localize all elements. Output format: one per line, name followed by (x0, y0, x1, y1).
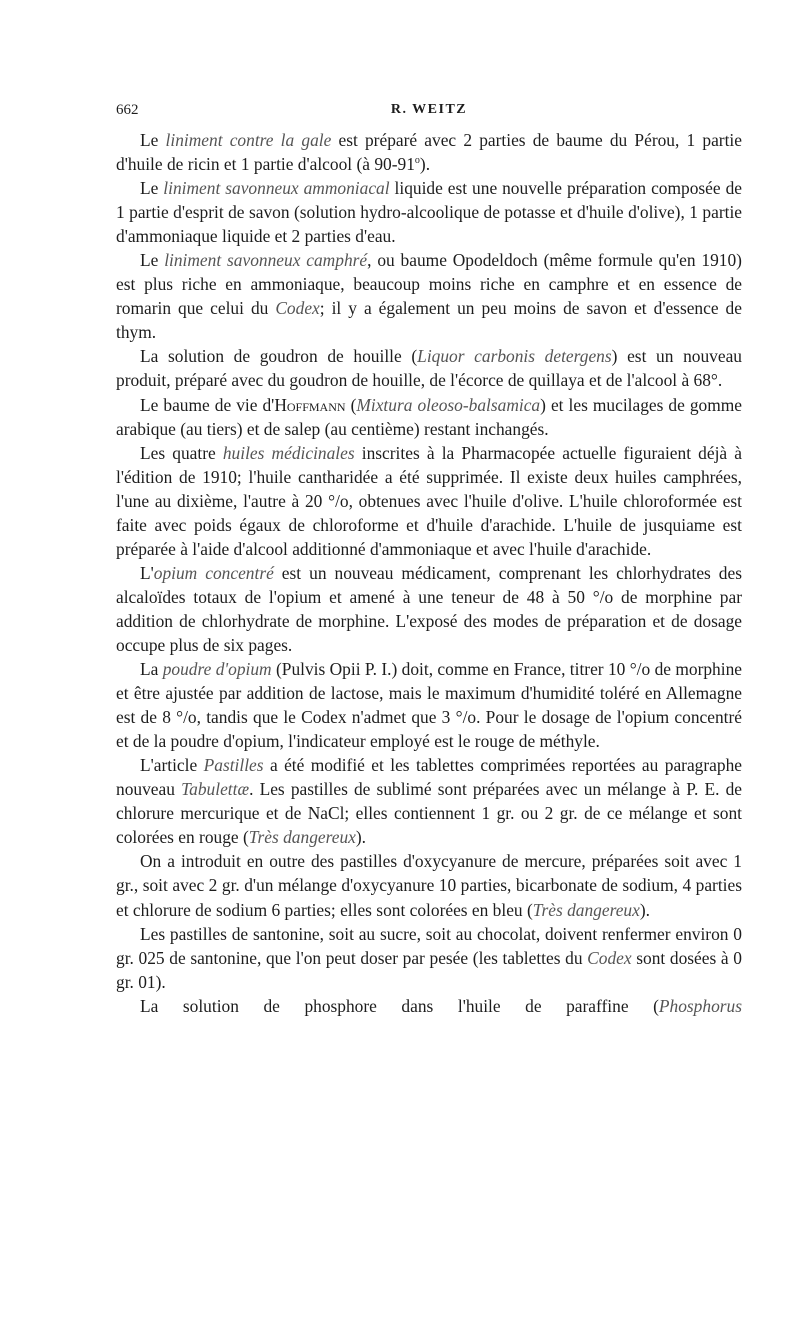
body-text (116, 128, 742, 1018)
text-run: Le baume de vie d' (140, 394, 275, 415)
italic-term: liniment savonneux ammoniacal (163, 178, 390, 199)
text-run: ) est un nouveau produit, préparé avec du goudron de houille, de l'écorce de quillaya et de l'alcool à 68°. (116, 346, 742, 391)
text-run: ; il y a également un peu moins de savon et d'essence de thym. (116, 298, 742, 343)
paragraph (116, 176, 742, 248)
text-run: La solution de phosphore dans l'huile de paraffine ( (140, 995, 659, 1016)
running-head: R. WEITZ (390, 102, 468, 117)
paragraph (116, 393, 742, 441)
text-run: (Pulvis Opii P. I.) doit, comme en France, titrer 10 °/o de morphine et être ajustée par addition de lactose, mais le maximum d'humidité toléré en Allemagne est de 8 °/o, tandis que le Codex n'admet que 3 °/o. Pour le dosage de l'opium concentré et de la poudre d'opium, l'indicateur employé est le rouge de méthyle. (116, 659, 742, 752)
paragraph (116, 344, 742, 392)
italic-term: Tabulettæ (181, 779, 250, 800)
text-run: La solution de goudron de houille ( (140, 346, 418, 367)
text-run: ) et les mucilages de gomme arabique (au tiers) et de salep (au centième) restant inchangés. (116, 394, 743, 439)
text-run: On a introduit en outre des pastilles d'oxycyanure de mercure, préparées soit avec 1 gr., soit avec 2 gr. d'un mélange d'oxycyanure 10 parties, bicarbonate de sodium, 4 parties et chlorure de sodium 6 parties; elles sont colorées en bleu ( (116, 851, 742, 920)
text-run: inscrites à la Pharmacopée actuelle figuraient déjà à l'édition de 1910; l'huile cantharidée a été supprimée. Il existe deux huiles camphrées, l'une au dixième, l'autre à 20 °/o, obtenues avec l'huile d'olive. L'huile chloroformée est faite avec poids égaux de chloroforme et d'huile d'arachide. L'huile de jusquiame est préparée à l'aide d'alcool additionné d'ammoniaque et avec l'huile d'arachide. (116, 442, 742, 559)
paragraph (116, 657, 742, 753)
italic-term: Codex (275, 298, 320, 319)
text-run: est un nouveau médicament, comprenant les chlorhydrates des alcaloïdes totaux de l'opium et amené à une teneur de 48 à 50 °/o de morphine par addition de chlorhydrate de morphine. L'exposé des modes de préparation et de dosage occupe plus de six pages. (116, 562, 742, 655)
text-run: Les pastilles de santonine, soit au sucre, soit au chocolat, doivent renfermer environ 0 gr. 025 de santonine, que l'on peut doser par pesée (les tablettes du (116, 923, 742, 968)
italic-term: Liquor carbonis detergens (417, 346, 612, 367)
text-run: L' (140, 562, 154, 583)
paragraph (116, 994, 742, 1018)
text-run: ). (639, 899, 650, 920)
italic-term: Très dangereux (532, 899, 640, 920)
text-run: Le (140, 250, 165, 271)
italic-term: Très dangereux (248, 827, 356, 848)
italic-term: liniment contre la gale (165, 130, 332, 150)
paragraph (116, 441, 742, 561)
italic-term: liniment savonneux camphré (164, 250, 368, 271)
text-run: L'article (140, 755, 204, 776)
text-run: o (414, 155, 420, 167)
text-run: est préparé avec 2 parties de baume du Pérou, 1 partie d'huile de ricin et 1 partie d'alcool (à 90-91 (116, 130, 742, 175)
text-run: sont dosées à 0 gr. 01). (116, 947, 742, 992)
text-run: . Les pastilles de sublimé sont préparées avec un mélange à P. E. de chlorure mercurique et de NaCl; elles contiennent 1 gr. ou 2 gr. de ce mélange et sont colorées en rouge ( (116, 779, 742, 848)
italic-term: poudre d'opium (162, 659, 272, 680)
page-number: 662 (116, 102, 139, 118)
author-name: Hoffmann (274, 394, 346, 415)
italic-term: Pastilles (203, 755, 264, 776)
page (116, 98, 742, 1018)
text-run: , ou baume Opodeldoch (même formule qu'en 1910) est plus riche en ammoniaque, beaucoup moins riche en camphre et en essence de romarin que celui du (116, 250, 742, 319)
text-run: liquide est une nouvelle préparation composée de 1 partie d'esprit de savon (solution hydro-alcoolique de potasse et d'huile d'olive), 1 partie d'ammoniaque liquide et 2 parties d'eau. (116, 178, 742, 247)
italic-term: huiles médicinales (222, 442, 355, 463)
paragraph (116, 849, 742, 921)
italic-term: Codex (587, 947, 632, 968)
paragraph (116, 128, 742, 176)
text-run: Le (140, 130, 166, 150)
text-run: Le (140, 178, 164, 199)
italic-term: Phosphorus (658, 995, 742, 1016)
italic-term: opium concentré (153, 562, 274, 583)
paragraph (116, 922, 742, 994)
paragraph (116, 753, 742, 849)
paragraph (116, 248, 742, 344)
page-header (116, 98, 742, 128)
text-run: a été modifié et les tablettes comprimées reportées au paragraphe nouveau (116, 755, 742, 800)
text-run: ). (419, 154, 431, 175)
paragraph (116, 561, 742, 657)
text-run: ( (345, 394, 357, 415)
italic-term: Mixtura oleoso-balsamica (356, 394, 541, 415)
text-run: La (140, 659, 163, 680)
text-run: ). (355, 827, 367, 848)
text-run: Les quatre (140, 442, 223, 463)
